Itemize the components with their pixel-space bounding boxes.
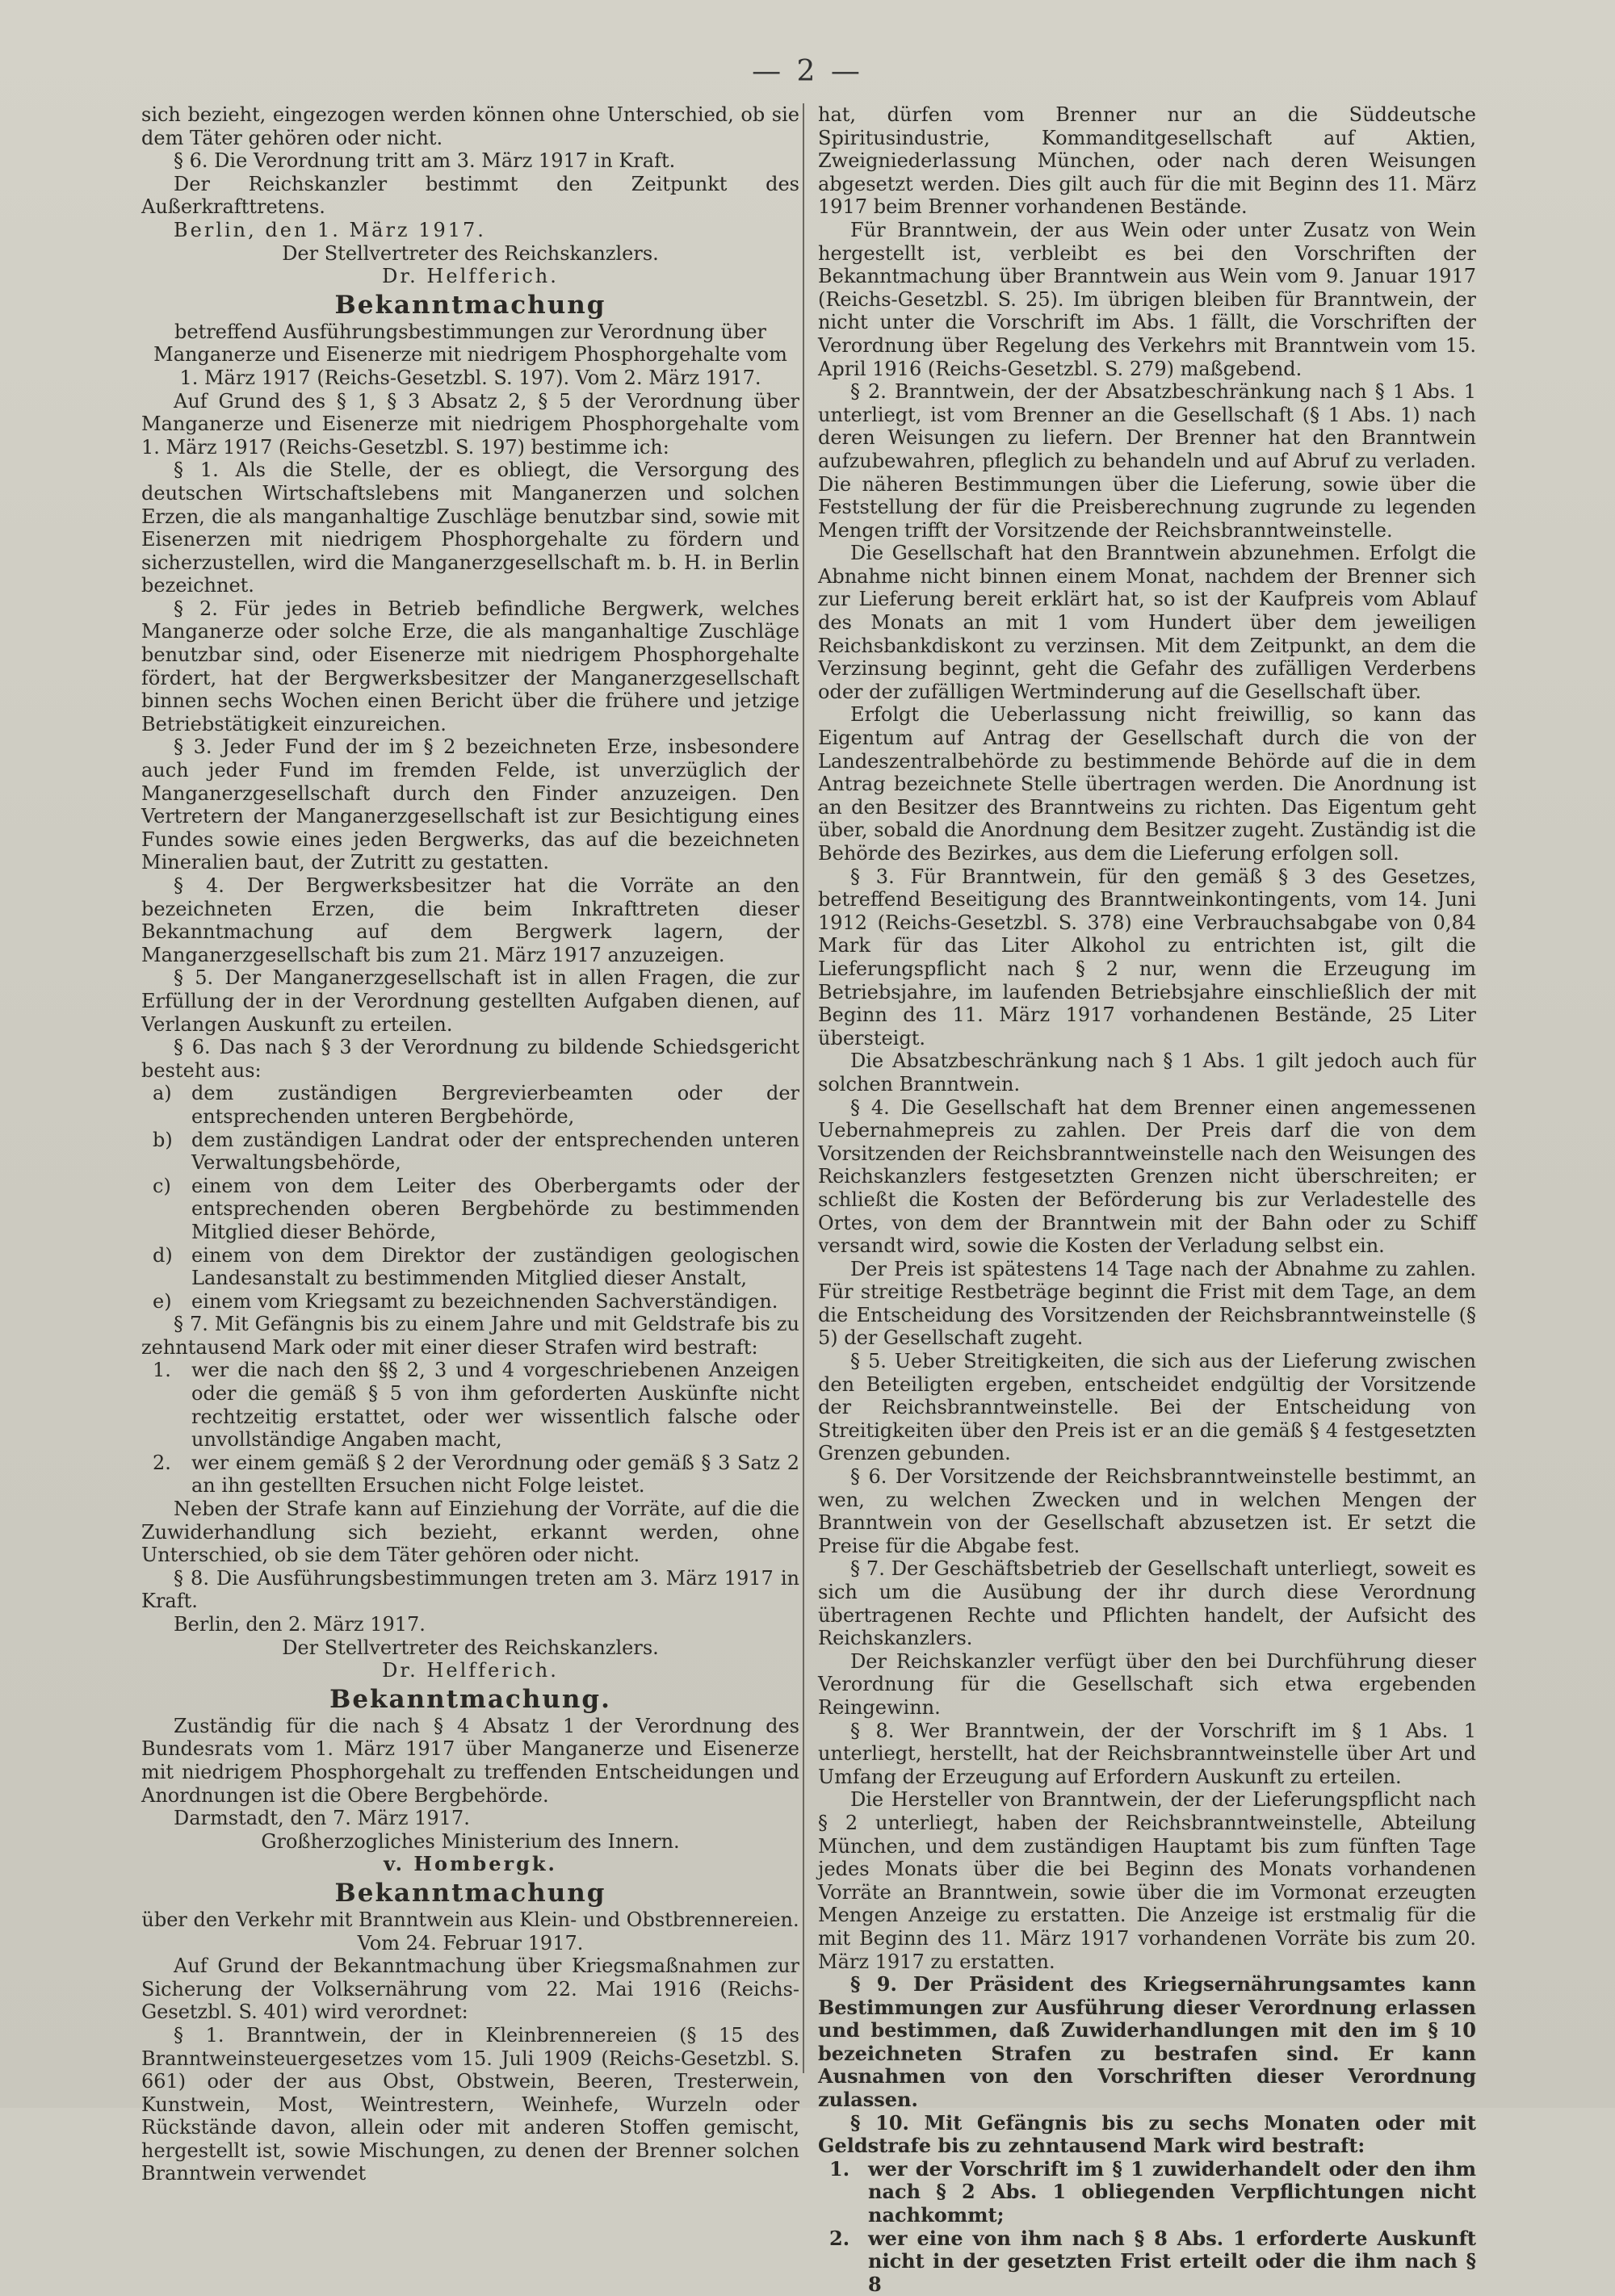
section-heading: Bekanntmachung xyxy=(334,290,606,320)
continued-text: hat, dürfen vom Brenner nur an die Süddeutsche Spiritusindustrie, Kommanditgesellschaft auf Aktien, Zweigniederlassung München, oder nach deren Weisungen abgesetzt werden. Dies gilt auch für die mit Beginn des 11. März 1917 beim Brenner vorhandenen Bestände. xyxy=(818,103,1476,219)
signature: Dr. Helfferich. xyxy=(382,265,559,288)
deputy-line: Der Stellvertreter des Reichskanzlers. xyxy=(282,241,659,265)
paragraph: § 7. Mit Gefängnis bis zu einem Jahre und mit Geldstrafe bis zu zehntausend Mark oder mit einer dieser Strafen wird bestraft: xyxy=(141,1313,799,1359)
ministry-line: Großherzogliches Ministerium des Innern. xyxy=(261,1829,680,1853)
paragraph: § 9. Der Präsident des Kriegsernährungsamtes kann Bestimmungen zur Ausführung dieser Verordnung erlassen und bestimmen, daß Zuwiderhandlungen mit den im § 10 bezeichneten Strafen zu bestrafen sind. Er kann Ausnahmen von den Vorschriften dieser Verordnung zulassen. xyxy=(818,1972,1476,2112)
page-number: — 2 — xyxy=(752,55,863,88)
paragraph: Zuständig für die nach § 4 Absatz 1 der Verordnung des Bundesrats vom 1. März 1917 über Manganerze und Eisenerze mit niedrigem Phosphorgehalt zu treffenden Entscheidungen und Anordnungen ist die Obere Bergbehörde. xyxy=(141,1714,799,1807)
paragraph: § 5. Der Manganerzgesellschaft ist in allen Fragen, die zur Erfüllung der in der Verordnung gestellten Aufgaben dienen, auf Verlangen Auskunft zu erteilen. xyxy=(141,966,799,1036)
signature: Dr. Helfferich. xyxy=(382,1659,559,1682)
list-item: e) einem vom Kriegsamt zu bezeichnenden Sachverständigen. xyxy=(153,1289,778,1313)
column-divider xyxy=(803,103,804,2073)
penalty-list xyxy=(818,2158,1476,2296)
penalty-list xyxy=(141,1359,799,1498)
paragraph: § 8. Wer Branntwein, der der Vorschrift im § 1 Abs. 1 unterliegt, herstellt, hat der Reichsbranntweinstelle über Art und Umfang der Erzeugung auf Erfordern Auskunft zu erteilen. xyxy=(818,1719,1476,1788)
paragraph: § 6. Der Vorsitzende der Reichsbranntweinstelle bestimmt, an wen, zu welchen Zwecken und in welchen Mengen der Branntwein von der Gesellschaft abzusetzen ist. Er setzt die Preise für die Abgabe fest. xyxy=(818,1465,1476,1557)
section-heading: Bekanntmachung. xyxy=(329,1684,611,1714)
section-subtitle: über den Verkehr mit Branntwein aus Klein- und Obstbrennereien. Vom 24. Februar 1917. xyxy=(141,1908,799,1955)
place-date: Berlin, den 2. März 1917. xyxy=(174,1613,426,1636)
place-date: Darmstadt, den 7. März 1917. xyxy=(174,1807,470,1830)
preamble: Auf Grund der Bekanntmachung über Kriegsmaßnahmen zur Sicherung der Volksernährung vom 22. Mai 1916 (Reichs-Gesetzbl. S. 401) wird verordnet: xyxy=(141,1955,799,2024)
signature: v. Hombergk. xyxy=(384,1852,557,1876)
paragraph: Der Preis ist spätestens 14 Tage nach der Abnahme zu zahlen. Für streitige Restbeträge beginnt die Frist mit dem Tage, an dem die Entscheidung des Vorsitzenden der Reichsbranntweinstelle (§ 5) der Gesellschaft zugeht. xyxy=(818,1257,1476,1350)
paragraph: Der Reichskanzler verfügt über den bei Durchführung dieser Verordnung für die Gesellschaft sich etwa ergebenden Reingewinn. xyxy=(818,1649,1476,1719)
paragraph: Neben der Strafe kann auf Einziehung der Vorräte, auf die die Zuwiderhandlung sich bezieht, erkannt werden, ohne Unterschied, ob sie dem Täter gehören oder nicht. xyxy=(141,1498,799,1567)
paragraph: Die Hersteller von Branntwein, der der Lieferungspflicht nach § 2 unterliegt, haben der Reichsbranntweinstelle, Abteilung München, und dem zuständigen Hauptamt bis zum fünften Tage jedes Monats über die bei Beginn des Monats vorhandenen Vorräte an Branntwein, sowie über die im Vormonat erzeugten Mengen Anzeige zu erstatten. Die Anzeige ist erstmalig für die mit Beginn des 11. März 1917 vorhandenen Vorräte bis zum 20. März 1917 zu erstatten. xyxy=(818,1788,1476,1973)
right-column xyxy=(818,103,1476,2296)
paragraph: § 4. Die Gesellschaft hat dem Brenner einen angemessenen Uebernahmepreis zu zahlen. Der Preis darf die von dem Vorsitzenden der Reichsbranntweinstelle nach den Weisungen des Reichskanzlers festgesetzten Grenzen nicht überschreiten; er schließt die Kosten der Beförderung bis zur Verladestelle des Ortes, von dem der Branntwein mit der Bahn oder zu Schiff versandt wird, sowie die Kosten der Verladung selbst ein. xyxy=(818,1096,1476,1258)
list-item: a) dem zuständigen Bergrevierbeamten oder der entsprechenden unteren Bergbehörde, xyxy=(153,1082,799,1128)
paragraph: § 2. Für jedes in Betrieb befindliche Bergwerk, welches Manganerze oder solche Erze, die als manganhaltige Zuschläge benutzbar sind, oder Eisenerze mit niedrigem Phosphorgehalte fördert, hat der Bergwerksbesitzer der Manganerzgesellschaft binnen sechs Wochen einen Bericht über die frühere und jetzige Betriebstätigkeit einzureichen. xyxy=(141,597,799,735)
paragraph: Die Absatzbeschränkung nach § 1 Abs. 1 gilt jedoch auch für solchen Branntwein. xyxy=(818,1050,1476,1096)
paragraph: § 3. Für Branntwein, für den gemäß § 3 des Gesetzes, betreffend Beseitigung des Branntweinkontingents, vom 14. Juni 1912 (Reichs-Gesetzbl. S. 378) eine Verbrauchsabgabe von 0,84 Mark für das Liter Alkohol zu entrichten ist, gilt die Lieferungspflicht nach § 2 nur, wenn die Erzeugung im Betriebsjahre, im laufenden Betriebsjahre einschließlich der mit Beginn des 11. März 1917 vorhandenen Bestände, 25 Liter übersteigt. xyxy=(818,865,1476,1050)
paragraph: § 3. Jeder Fund der im § 2 bezeichneten Erze, insbesondere auch jeder Fund im fremden Felde, ist unverzüglich der Manganerzgesellschaft durch den Finder anzuzeigen. Den Vertretern der Manganerzgesellschaft ist zur Besichtigung eines Fundes sowie eines jeden Bergwerks, das auf die bezeichneten Mineralien baut, der Zutritt zu gestatten. xyxy=(141,735,799,874)
paragraph: Die Gesellschaft hat den Branntwein abzunehmen. Erfolgt die Abnahme nicht binnen einem Monat, nachdem der Brenner sich zur Lieferung bereit erklärt hat, so ist der Kaufpreis vom Ablauf des Monats an mit 1 vom Hundert über dem jeweiligen Reichsbankdiskont zu verzinsen. Mit dem Zeitpunkt, an dem die Verzinsung beginnt, geht die Gefahr des zufälligen Verderbens oder der zufälligen Wertminderung auf die Gesellschaft über. xyxy=(818,542,1476,703)
section-subtitle: betreffend Ausführungsbestimmungen zur Verordnung über Manganerze und Eisenerze mit niedrigem Phosphorgehalte vom 1. März 1917 (Reichs-Gesetzbl. S. 197). Vom 2. März 1917. xyxy=(153,320,787,389)
list-item: b) dem zuständigen Landrat oder der entsprechenden unteren Verwaltungsbehörde, xyxy=(153,1128,799,1175)
tribunal-list xyxy=(141,1082,799,1313)
paragraph: § 1. Als die Stelle, der es obliegt, die Versorgung des deutschen Wirtschaftslebens mit Manganerzen und solchen Erzen, die als manganhaltige Zuschläge benutzbar sind, sowie mit Eisenerzen mit niedrigem Phosphorgehalte zu fördern und sicherzustellen, wird die Manganerzgesellschaft m. b. H. in Berlin bezeichnet. xyxy=(141,459,799,597)
continued-text: sich bezieht, eingezogen werden können ohne Unterschied, ob sie dem Täter gehören oder nicht. xyxy=(141,103,799,149)
list-item: 1. wer der Vorschrift im § 1 zuwiderhandelt oder den ihm nach § 2 Abs. 1 obliegenden Verpflichtungen nicht nachkommt; xyxy=(829,2156,1476,2227)
paragraph: Für Branntwein, der aus Wein oder unter Zusatz von Wein hergestellt ist, verbleibt es bei den Vorschriften der Bekanntmachung über Branntwein aus Wein vom 9. Januar 1917 (Reichs-Gesetzbl. S. 25). Im übrigen bleiben für Branntwein, der nicht unter die Vorschrift im Abs. 1 fällt, die Vorschriften der Verordnung über Regelung des Verkehrs mit Branntwein vom 15. April 1916 (Reichs-Gesetzbl. S. 279) maßgebend. xyxy=(818,218,1476,380)
paragraph: § 1. Branntwein, der in Kleinbrennereien (§ 15 des Branntweinsteuergesetzes vom 15. Juli 1909 (Reichs-Gesetzbl. S. 661) oder der aus Obst, Obstwein, Beeren, Tresterwein, Kunstwein, Most, Weintrestern, Weinhefe, Wurzeln oder Rückstände davon, allein oder mit anderen Stoffen gemischt, hergestellt ist, sowie Mischungen, zu denen der Brenner solchen Branntwein verwendet xyxy=(141,2023,799,2185)
list-item: 2. wer eine von ihm nach § 8 Abs. 1 erforderte Auskunft nicht in der gesetzten Frist erteilt oder die ihm nach § 8 xyxy=(829,2226,1476,2296)
paragraph: Erfolgt die Ueberlassung nicht freiwillig, so kann das Eigentum auf Antrag der Gesellschaft durch die von der Landeszentralbehörde zu bestimmende Behörde auf die in dem Antrag bezeichnete Stelle übertragen werden. Die Anordnung ist an den Besitzer des Branntweins zu richten. Das Eigentum geht über, sobald die Anordnung dem Besitzer zugeht. Zuständig ist die Behörde des Bezirkes, aus dem die Lieferung erfolgen soll. xyxy=(818,703,1476,865)
paragraph: § 8. Die Ausführungsbestimmungen treten am 3. März 1917 in Kraft. xyxy=(141,1566,799,1613)
paragraph: § 5. Ueber Streitigkeiten, die sich aus der Lieferung zwischen den Beteiligten ergeben, entscheidet endgültig der Vorsitzende der Reichsbranntweinstelle. Bei der Entscheidung von Streitigkeiten über den Preis ist er an die gemäß § 4 festgesetzten Grenzen gebunden. xyxy=(818,1350,1476,1465)
paragraph: § 6. Das nach § 3 der Verordnung zu bildende Schiedsgericht besteht aus: xyxy=(141,1036,799,1082)
list-item: 2. wer einem gemäß § 2 der Verordnung oder gemäß § 3 Satz 2 an ihn gestellten Ersuchen nicht Folge leistet. xyxy=(153,1451,799,1498)
paragraph: § 10. Mit Gefängnis bis zu sechs Monaten oder mit Geldstrafe bis zu zehntausend Mark wird bestraft: xyxy=(818,2110,1476,2158)
paragraph: § 4. Der Bergwerksbesitzer hat die Vorräte an den bezeichneten Erzen, die beim Inkrafttreten dieser Bekanntmachung auf dem Bergwerk lagern, der Manganerzgesellschaft bis zum 21. März 1917 anzuzeigen. xyxy=(141,874,799,966)
list-item: c) einem von dem Leiter des Oberbergamts oder der entsprechenden oberen Bergbehörde zu bestimmenden Mitglied dieser Behörde, xyxy=(153,1174,799,1243)
section-heading: Bekanntmachung xyxy=(334,1878,606,1908)
list-item: d) einem von dem Direktor der zuständigen geologischen Landesanstalt zu bestimmenden Mitglied dieser Anstalt, xyxy=(153,1243,799,1290)
list-item: 1. wer die nach den §§ 2, 3 und 4 vorgeschriebenen Anzeigen oder die gemäß § 5 von ihm geforderten Auskünfte nicht rechtzeitig erstattet, oder wer wissentlich falsche oder unvollständige Angaben macht, xyxy=(153,1359,799,1452)
paragraph: § 2. Branntwein, der der Absatzbeschränkung nach § 1 Abs. 1 unterliegt, ist vom Brenner an die Gesellschaft (§ 1 Abs. 1) nach deren Weisungen zu liefern. Der Brenner hat den Branntwein aufzubewahren, pfleglich zu behandeln und auf Abruf zu verladen. Die näheren Bestimmungen über die Lieferung, sowie über die Feststellung der für die Preisberechnung zugrunde zu legenden Mengen trifft der Vorsitzende der Reichsbranntweinstelle. xyxy=(818,380,1476,542)
paragraph: § 7. Der Geschäftsbetrieb der Gesellschaft unterliegt, soweit es sich um die Ausübung der ihr durch diese Verordnung übertragenen Rechte und Pflichten handelt, der Aufsicht des Reichskanzlers. xyxy=(818,1557,1476,1650)
preamble: Auf Grund des § 1, § 3 Absatz 2, § 5 der Verordnung über Manganerze und Eisenerze mit niedrigem Phosphorgehalte vom 1. März 1917 (Reichs-Gesetzbl. S. 197) bestimme ich: xyxy=(141,389,799,459)
place-date: Berlin, den 1. März 1917. xyxy=(174,218,486,241)
deputy-line: Der Stellvertreter des Reichskanzlers. xyxy=(282,1636,659,1659)
paragraph: Der Reichskanzler bestimmt den Zeitpunkt des Außerkrafttretens. xyxy=(141,172,799,219)
left-column xyxy=(141,103,799,2185)
paragraph: § 6. Die Verordnung tritt am 3. März 1917 in Kraft. xyxy=(174,149,676,173)
